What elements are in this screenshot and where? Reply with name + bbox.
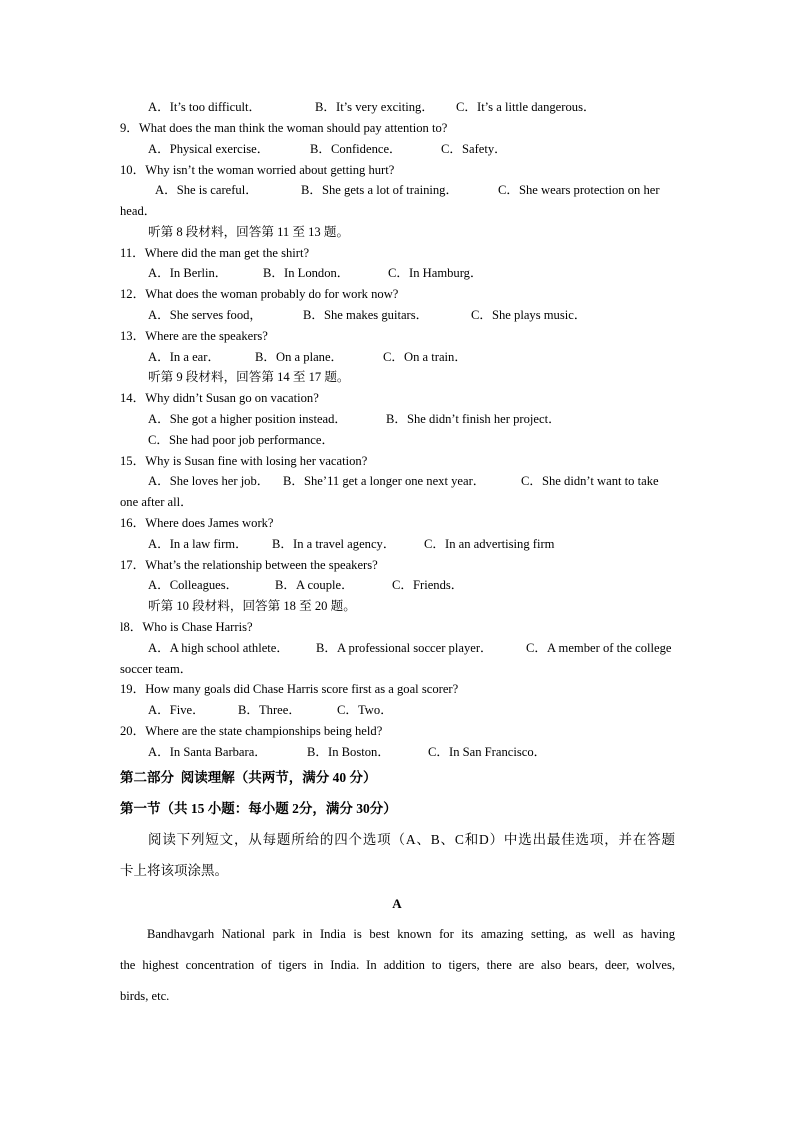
q11-option-a: A．In Berlin． — [148, 266, 228, 280]
q15-option-b: B．She’11 get a longer one next year． — [283, 474, 486, 488]
q18-stem: l8．Who is Chase Harris? — [120, 620, 253, 634]
q19-stem: 19．How many goals did Chase Harris score first as a goal scorer? — [120, 682, 459, 696]
q19-option-a: A．Five． — [148, 703, 205, 717]
passage-letter: A — [392, 896, 402, 911]
q14-option-b: B．She didn’t finish her project． — [386, 412, 561, 426]
q17-option-c: C．Friends． — [392, 578, 464, 592]
q13-option-b: B．On a plane． — [255, 350, 344, 364]
q17-stem: 17．What’s the relationship between the speakers? — [120, 558, 378, 572]
q20-stem: 20．Where are the state championships being held? — [120, 724, 383, 738]
section-9-instruction: 听第 9 段材料，回答第 14 至 17 题。 — [148, 370, 350, 384]
q13-stem: 13．Where are the speakers? — [120, 329, 268, 343]
part2-section1-title: 第一节（共 15 小题：每小题 2分，满分 30分） — [120, 801, 397, 816]
q18-option-a: A．A high school athlete． — [148, 641, 289, 655]
q10-stem: 10．Why isn’t the woman worried about getting hurt? — [120, 163, 395, 177]
q9-option-a: A．Physical exercise． — [148, 142, 270, 156]
instructions-line-2: 卡上将该项涂黑。 — [120, 863, 228, 878]
q14-option-c: C．She had poor job performance． — [148, 433, 335, 447]
q20-option-a: A．In Santa Barbara． — [148, 745, 267, 759]
q16-option-a: A．In a law firm． — [148, 537, 248, 551]
q10-option-a: A．She is careful． — [155, 183, 258, 197]
q12-option-b: B．She makes guitars． — [303, 308, 429, 322]
section-10-instruction: 听第 10 段材料，回答第 18 至 20 题。 — [148, 599, 356, 613]
q9-option-c: C．Safety． — [441, 142, 507, 156]
q19-option-c: C．Two． — [337, 703, 393, 717]
passage-line-3: birds, etc. — [120, 989, 170, 1003]
section-8-instruction: 听第 8 段材料，回答第 11 至 13 题。 — [148, 225, 350, 239]
q17-option-a: A．Colleagues． — [148, 578, 239, 592]
q16-stem: 16．Where does James work? — [120, 516, 274, 530]
q15-stem: 15．Why is Susan fine with losing her vacation? — [120, 454, 368, 468]
q16-option-c: C．In an advertising firm — [424, 537, 555, 551]
q14-stem: 14．Why didn’t Susan go on vacation? — [120, 391, 319, 405]
q17-option-b: B．A couple． — [275, 578, 354, 592]
part2-title: 第二部分 阅读理解（共两节，满分 40 分） — [120, 770, 377, 785]
q10-option-c: C．She wears protection on her — [498, 183, 660, 197]
q16-option-b: B．In a travel agency． — [272, 537, 396, 551]
q20-option-b: B．In Boston． — [307, 745, 390, 759]
q11-stem: 11．Where did the man get the shirt? — [120, 246, 310, 260]
q13-option-c: C．On a train． — [383, 350, 467, 364]
passage-line-1: Bandhavgarh National park in India is best known for its amazing setting, as well as having — [147, 927, 675, 941]
instructions-line-1: 阅读下列短文，从每题所给的四个选项（A、B、C和D）中选出最佳选项，并在答题 — [148, 832, 675, 847]
q15-option-a: A．She loves her job． — [148, 474, 270, 488]
q13-option-a: A．In a ear． — [148, 350, 221, 364]
q8-option-c: C．It’s a little dangerous． — [456, 100, 596, 114]
q18-continuation: soccer team． — [120, 662, 193, 676]
q12-option-c: C．She plays music． — [471, 308, 587, 322]
q18-option-b: B．A professional soccer player． — [316, 641, 493, 655]
q19-option-b: B．Three． — [238, 703, 301, 717]
q12-option-a: A．She serves food， — [148, 308, 263, 322]
q9-option-b: B．Confidence． — [310, 142, 402, 156]
q12-stem: 12．What does the woman probably do for work now? — [120, 287, 399, 301]
q11-option-c: C．In Hamburg． — [388, 266, 483, 280]
passage-line-2: the highest concentration of tigers in India. In addition to tigers, there are also bears, deer, wolves, — [120, 958, 675, 972]
q15-continuation: one after all． — [120, 495, 193, 509]
q14-option-a: A．She got a higher position instead． — [148, 412, 348, 426]
q18-option-c: C．A member of the college — [526, 641, 672, 655]
q9-stem: 9．What does the man think the woman should pay attention to? — [120, 121, 448, 135]
q10-option-b: B．She gets a lot of training． — [301, 183, 459, 197]
q8-option-b: B．It’s very exciting． — [315, 100, 434, 114]
q11-option-b: B．In London． — [263, 266, 350, 280]
q10-continuation: head． — [120, 204, 157, 218]
q20-option-c: C．In San Francisco． — [428, 745, 547, 759]
q15-option-c: C．She didn’t want to take — [521, 474, 659, 488]
q8-option-a: A．It’s too difficult． — [148, 100, 262, 114]
